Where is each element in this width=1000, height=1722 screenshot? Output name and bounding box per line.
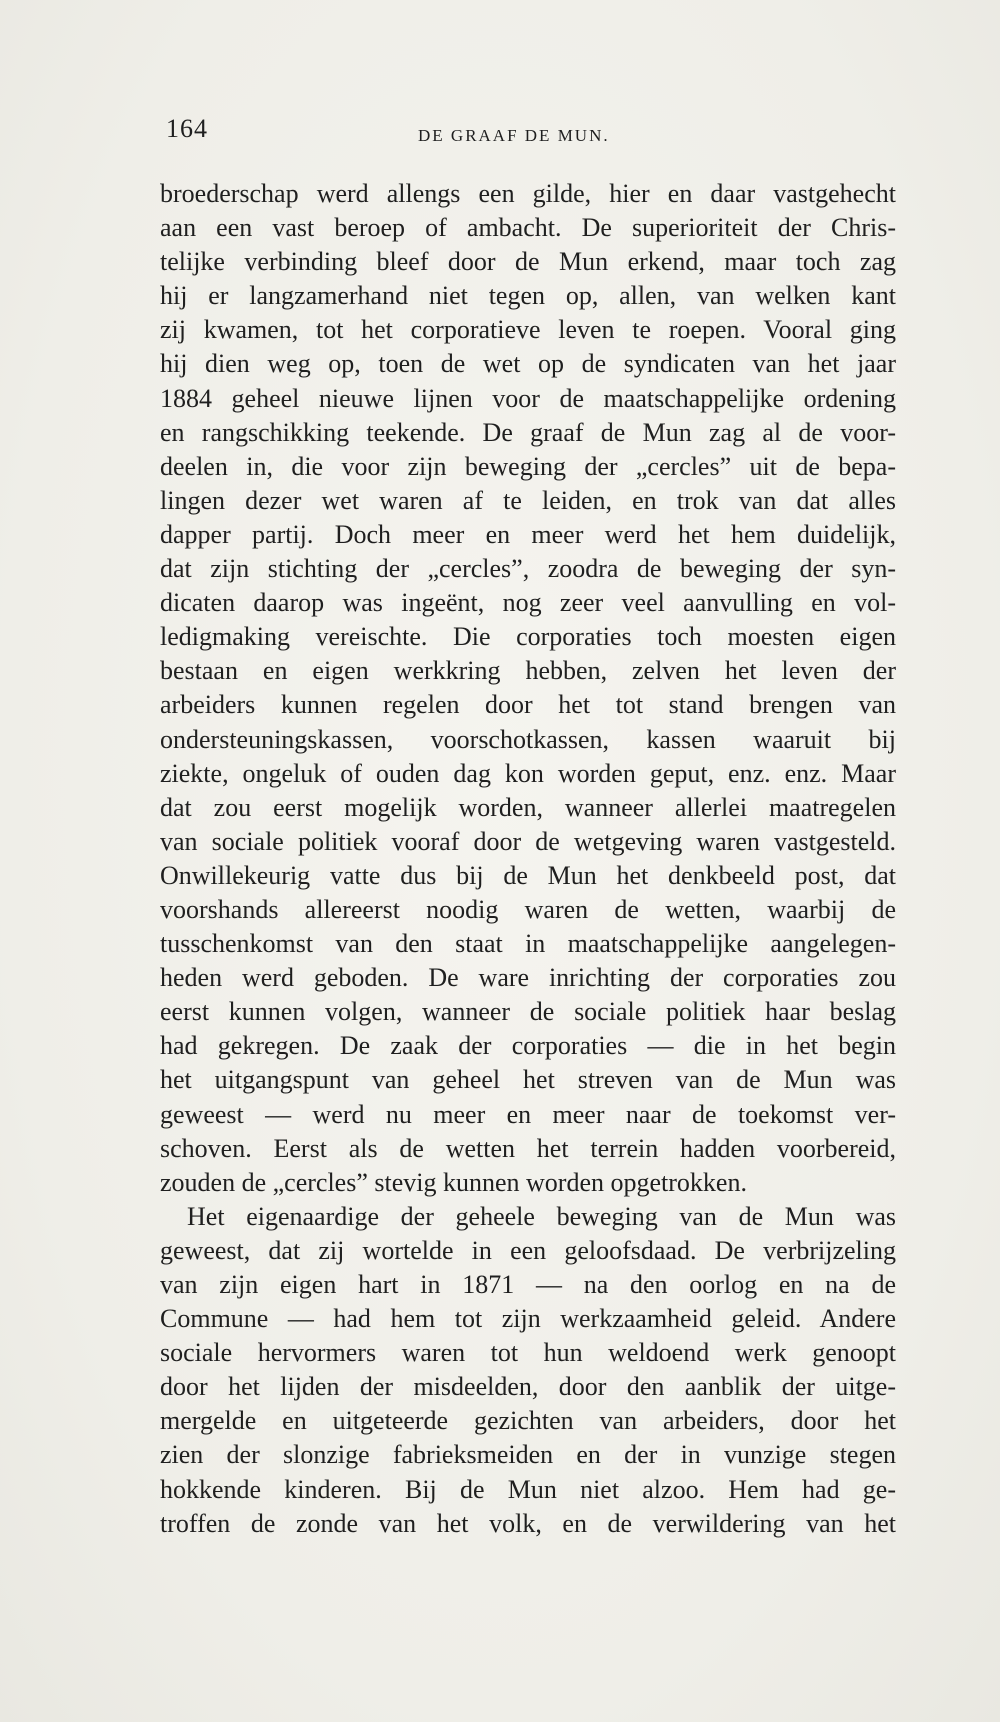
text-line: van sociale politiek vooraf door de wetgeving waren vastgesteld. bbox=[160, 826, 896, 856]
text-line: geweest — werd nu meer en meer naar de toekomst ver- bbox=[160, 1099, 896, 1129]
text-line: dicaten daarop was ingeënt, nog zeer veel aanvulling en vol- bbox=[160, 588, 896, 618]
text-line: zij kwamen, tot het corporatieve leven te roepen. Vooral ging bbox=[160, 315, 896, 345]
text-line: ondersteuningskassen, voorschotkassen, kassen waaruit bij bbox=[160, 724, 896, 754]
page-header bbox=[166, 114, 866, 154]
text-line: en rangschikking teekende. De graaf de Mun zag al de voor- bbox=[160, 417, 896, 447]
running-head: DE GRAAF DE MUN. bbox=[418, 126, 610, 145]
page-number: 164 bbox=[166, 114, 208, 143]
text-line: Onwillekeurig vatte dus bij de Mun het denkbeeld post, dat bbox=[160, 860, 896, 890]
text-line: sociale hervormers waren tot hun weldoend werk genoopt bbox=[160, 1338, 896, 1368]
text-line: broederschap werd allengs een gilde, hier en daar vastgehecht bbox=[160, 179, 896, 208]
text-line: aan een vast beroep of ambacht. De superioriteit der Chris- bbox=[160, 213, 896, 243]
text-line: eerst kunnen volgen, wanneer de sociale politiek haar beslag bbox=[160, 997, 896, 1027]
text-line: bestaan en eigen werkkring hebben, zelven het leven der bbox=[160, 656, 896, 686]
text-line: dapper partij. Doch meer en meer werd het hem duidelijk, bbox=[160, 519, 896, 549]
text-line: tusschenkomst van den staat in maatschappelijke aangelegen- bbox=[160, 929, 896, 959]
text-line: dat zijn stichting der „cercles”, zoodra de beweging der syn- bbox=[160, 554, 896, 584]
text-line: deelen in, die voor zijn beweging der „cercles” uit de bepa- bbox=[160, 451, 896, 481]
text-line: arbeiders kunnen regelen door het tot stand brengen van bbox=[160, 690, 896, 720]
text-line: hij er langzamerhand niet tegen op, allen, van welken kant bbox=[160, 281, 896, 311]
text-line: telijke verbinding bleef door de Mun erkend, maar toch zag bbox=[160, 247, 896, 277]
text-line: ziekte, ongeluk of ouden dag kon worden geput, enz. enz. Maar bbox=[160, 758, 896, 788]
text-line: ledigmaking vereischte. Die corporaties toch moesten eigen bbox=[160, 622, 896, 652]
text-line: zien der slonzige fabrieksmeiden en der in vunzige stegen bbox=[160, 1440, 896, 1470]
text-line: door het lijden der misdeelden, door den aanblik der uitge- bbox=[160, 1372, 896, 1402]
text-line: het uitgangspunt van geheel het streven van de Mun was bbox=[160, 1065, 896, 1095]
text-line: lingen dezer wet waren af te leiden, en trok van dat alles bbox=[160, 485, 896, 515]
text-line: Commune — had hem tot zijn werkzaamheid geleid. Andere bbox=[160, 1304, 896, 1334]
text-line: Het eigenaardige der geheele beweging van de Mun was bbox=[187, 1201, 896, 1231]
text-line: hokkende kinderen. Bij de Mun niet alzoo. Hem had ge- bbox=[160, 1474, 896, 1504]
text-line: zouden de „cercles” stevig kunnen worden opgetrokken. bbox=[160, 1167, 747, 1197]
text-line: schoven. Eerst als de wetten het terrein hadden voorbereid, bbox=[160, 1133, 896, 1163]
text-line: had gekregen. De zaak der corporaties — die in het begin bbox=[160, 1031, 896, 1061]
text-line: troffen de zonde van het volk, en de verwildering van het bbox=[160, 1508, 896, 1538]
text-line: hij dien weg op, toen de wet op de syndicaten van het jaar bbox=[160, 349, 896, 379]
text-line: geweest, dat zij wortelde in een geloofsdaad. De verbrijzeling bbox=[160, 1235, 896, 1265]
text-line: heden werd geboden. De ware inrichting der corporaties zou bbox=[160, 963, 896, 993]
text-line: van zijn eigen hart in 1871 — na den oorlog en na de bbox=[160, 1270, 896, 1299]
body-text bbox=[160, 177, 896, 1541]
text-line: dat zou eerst mogelijk worden, wanneer allerlei maatregelen bbox=[160, 792, 896, 822]
text-line: voorshands allereerst noodig waren de wetten, waarbij de bbox=[160, 894, 896, 924]
text-line: mergelde en uitgeteerde gezichten van arbeiders, door het bbox=[160, 1406, 896, 1436]
text-line: 1884 geheel nieuwe lijnen voor de maatschappelijke ordening bbox=[160, 383, 896, 413]
